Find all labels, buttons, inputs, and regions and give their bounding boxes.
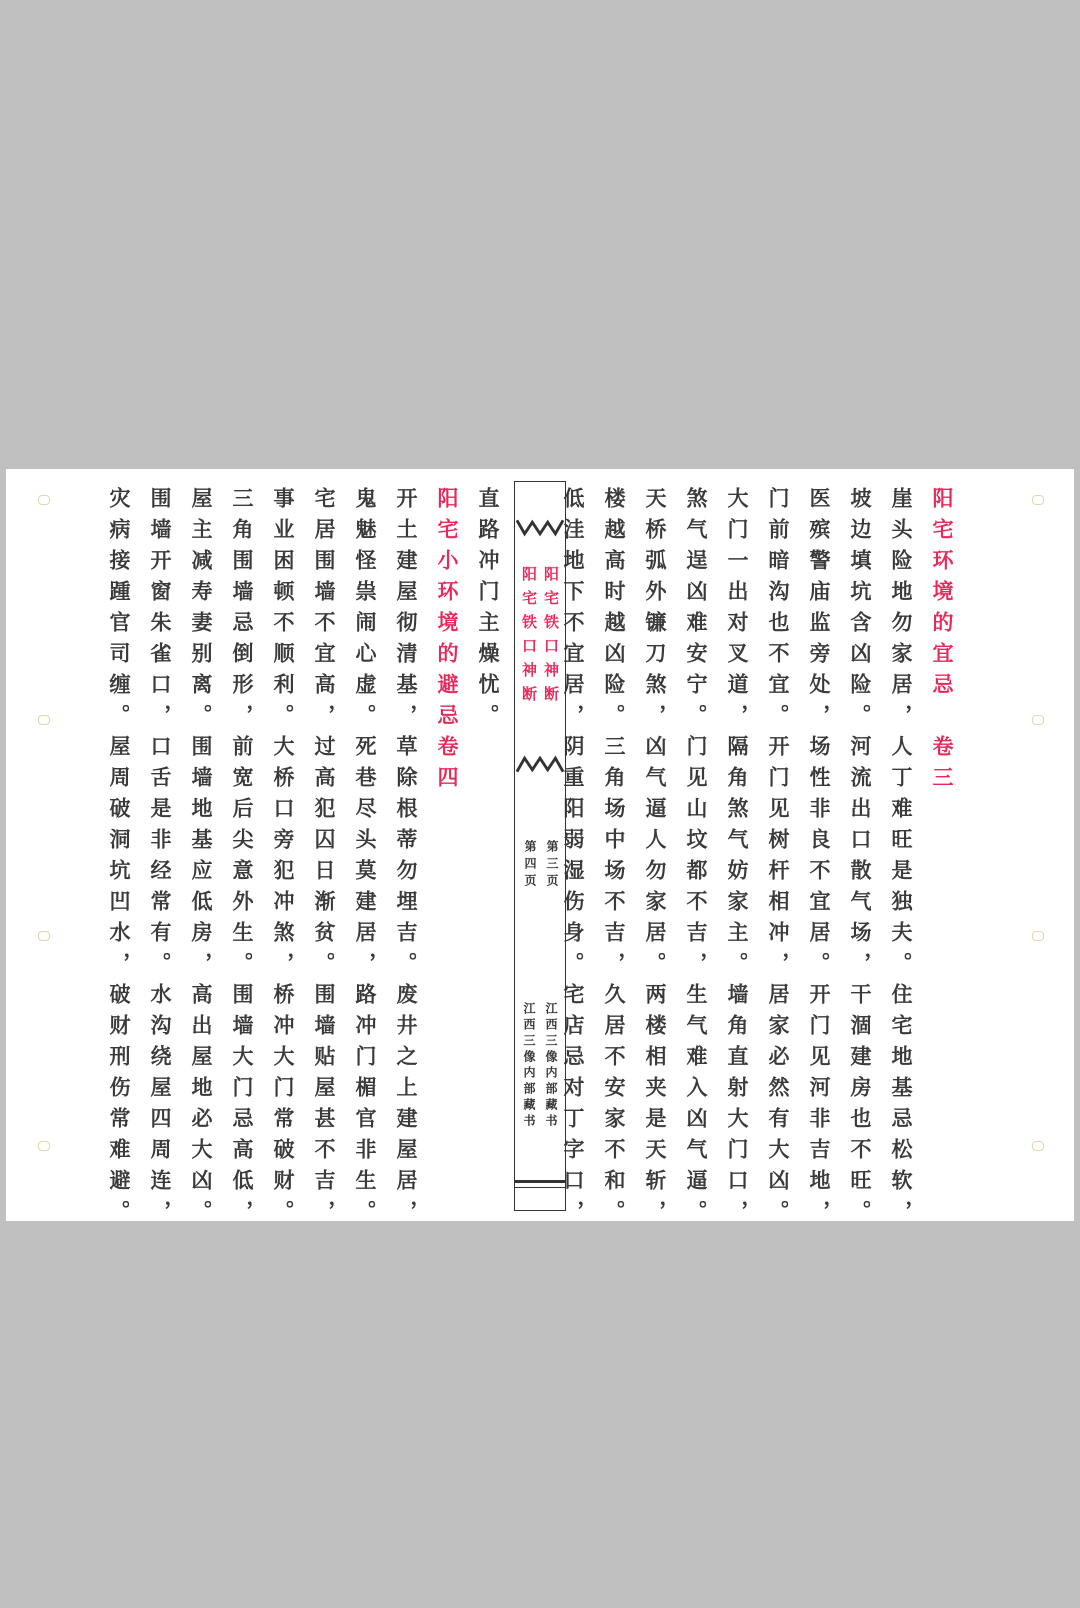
spine-collection-label: 江西三像内部藏书 bbox=[544, 1002, 558, 1130]
left-page-line: 三角围墙忌倒形，前宽后尖意外生。围墙大门忌高低， bbox=[230, 487, 254, 1231]
binding-mark bbox=[38, 1141, 50, 1151]
left-page-line: 鬼魅怪祟闹心虚。死巷尽头莫建居，路冲门楣官非生。 bbox=[353, 487, 377, 1231]
book-spread bbox=[6, 469, 1074, 1231]
left-page-line: 围墙开窗朱雀口，口舌是非经常有。水沟绕屋四周连， bbox=[148, 487, 172, 1231]
book-spine bbox=[514, 481, 566, 1211]
spine-page-number: 第三页 bbox=[545, 840, 559, 891]
right-page-line: 天桥弧外镰刀煞，凶气逼人勿家居。两楼相夹是天斩， bbox=[643, 487, 667, 1231]
spine-collection-label: 江西三像内部藏书 bbox=[522, 1002, 536, 1130]
left-page-line: 事业困顿不顺利。大桥口旁犯冲煞，桥冲大门常破财。 bbox=[271, 487, 295, 1231]
right-page-line: 坡边填坑含凶险。河流出口散气场，干涸建房也不旺。 bbox=[848, 487, 872, 1231]
right-page-line: 大门一出对叉道，隔角煞气妨家主。墙角直射大门口， bbox=[725, 487, 749, 1231]
spine-title: 阳宅铁口神断 bbox=[520, 566, 538, 710]
right-page-line: 医殡警庙监旁处，场性非良不宜居。开门见河非吉地， bbox=[807, 487, 831, 1231]
right-page-line: 低洼地下不宜居，阴重阳弱湿伤身。宅店忌对丁字口， bbox=[561, 487, 585, 1231]
right-page-title: 阳宅环境的宜忌 卷三 bbox=[930, 487, 954, 797]
binding-mark bbox=[38, 715, 50, 725]
binding-mark bbox=[1032, 931, 1044, 941]
binding-mark bbox=[1032, 1141, 1044, 1151]
left-page-title: 阳宅小环境的避忌卷四 bbox=[435, 487, 459, 797]
right-page-line: 楼越高时越凶险。三角场中场不吉，久居不安家不和。 bbox=[602, 487, 626, 1231]
spine-bottom-ornament bbox=[515, 754, 565, 774]
spine-page-number: 第四页 bbox=[523, 840, 537, 891]
left-page-line: 灾病接踵官司缠。屋周破洞坑凹水，破财刑伤常难避。 bbox=[107, 487, 131, 1231]
right-page-line: 门前暗沟也不宜。开门见树杆相冲，居家必然有大凶。 bbox=[766, 487, 790, 1231]
spine-top-ornament bbox=[515, 518, 565, 538]
right-page-line: 煞气逞凶难安宁。门见山坟都不吉，生气难入凶气逼。 bbox=[684, 487, 708, 1231]
binding-mark bbox=[38, 495, 50, 505]
spine-bottom-bars bbox=[515, 1180, 565, 1188]
left-page-first-line: 直路冲门主燥忧。 bbox=[476, 487, 500, 735]
left-page-line: 宅居围墙不宜高，过高犯囚日渐贫。围墙贴屋甚不吉， bbox=[312, 487, 336, 1231]
left-page-line: 屋主减寿妻别离。围墙地基应低房，高出屋地必大凶。 bbox=[189, 487, 213, 1231]
spine-title: 阳宅铁口神断 bbox=[542, 566, 560, 710]
left-page-line: 开土建屋彻清基，草除根蒂勿埋吉。废井之上建屋居， bbox=[394, 487, 418, 1231]
right-page-line: 崖头险地勿家居，人丁难旺是独夫。住宅地基忌松软， bbox=[889, 487, 913, 1231]
binding-mark bbox=[38, 931, 50, 941]
binding-mark bbox=[1032, 715, 1044, 725]
binding-mark bbox=[1032, 495, 1044, 505]
